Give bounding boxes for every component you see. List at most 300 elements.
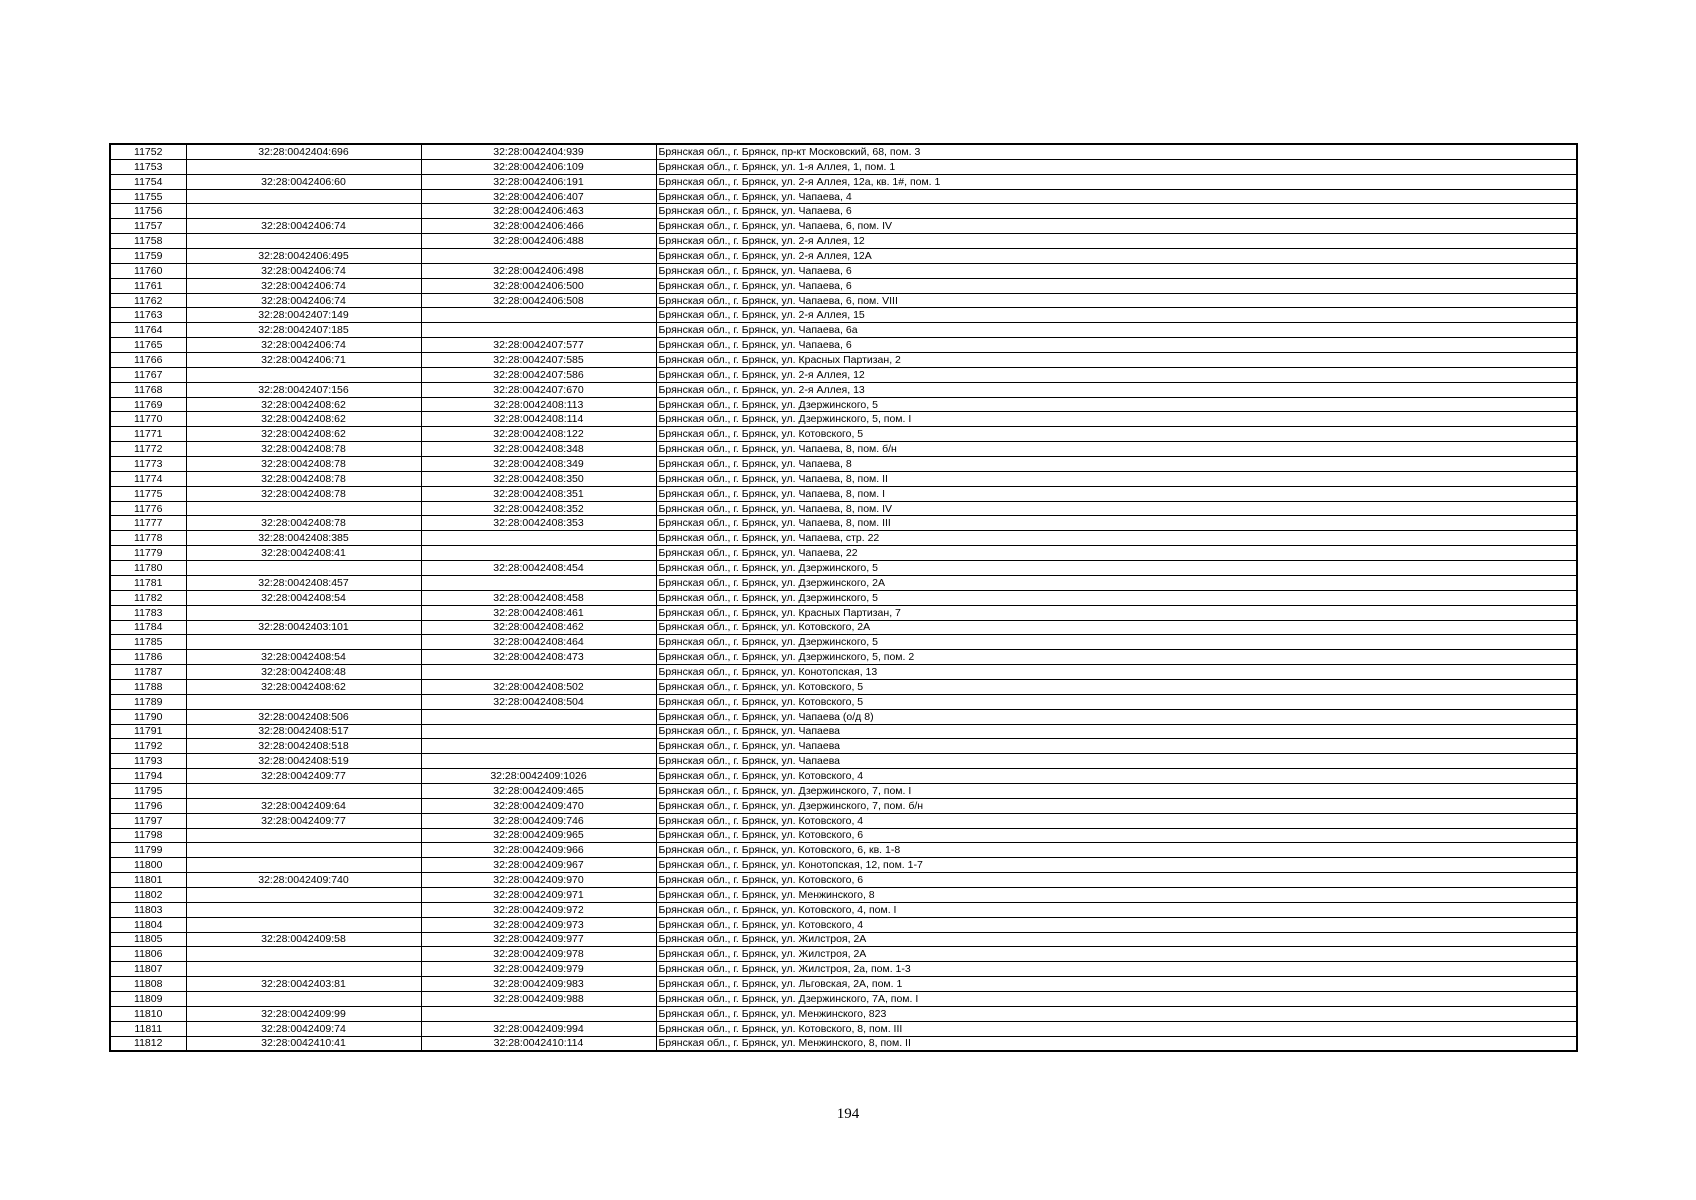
parent-cadastral-cell	[186, 605, 421, 620]
table-row	[110, 561, 1577, 576]
parent-cadastral-cell: 32:28:0042407:149	[186, 308, 421, 323]
address-cell: Брянская обл., г. Брянск, ул. Чапаева	[656, 754, 1577, 769]
row-number-cell: 11770	[110, 412, 186, 427]
parent-cadastral-cell: 32:28:0042408:62	[186, 679, 421, 694]
address-cell: Брянская обл., г. Брянск, ул. Конотопская, 12, пом. 1-7	[656, 858, 1577, 873]
address-cell: Брянская обл., г. Брянск, ул. Чапаева, 8, пом. I	[656, 486, 1577, 501]
row-number-cell: 11753	[110, 159, 186, 174]
address-cell: Брянская обл., г. Брянск, ул. 2-я Аллея, 15	[656, 308, 1577, 323]
cadastral-number-cell: 32:28:0042409:988	[421, 991, 656, 1006]
parent-cadastral-cell	[186, 843, 421, 858]
address-cell: Брянская обл., г. Брянск, ул. Котовского, 8, пом. III	[656, 1021, 1577, 1036]
table-row	[110, 501, 1577, 516]
parent-cadastral-cell: 32:28:0042406:74	[186, 293, 421, 308]
cadastral-number-cell: 32:28:0042406:191	[421, 174, 656, 189]
table-row	[110, 665, 1577, 680]
parent-cadastral-cell: 32:28:0042409:99	[186, 1006, 421, 1021]
parent-cadastral-cell: 32:28:0042403:101	[186, 620, 421, 635]
table-row	[110, 1021, 1577, 1036]
address-cell: Брянская обл., г. Брянск, ул. Котовского, 5	[656, 679, 1577, 694]
address-cell: Брянская обл., г. Брянск, ул. 1-я Аллея, 1, пом. 1	[656, 159, 1577, 174]
table-row	[110, 575, 1577, 590]
address-cell: Брянская обл., г. Брянск, ул. Котовского, 4, пом. I	[656, 902, 1577, 917]
address-cell: Брянская обл., г. Брянск, ул. Котовского, 2А	[656, 620, 1577, 635]
row-number-cell: 11765	[110, 338, 186, 353]
parent-cadastral-cell: 32:28:0042406:495	[186, 249, 421, 264]
cadastral-number-cell: 32:28:0042406:463	[421, 204, 656, 219]
parent-cadastral-cell: 32:28:0042408:62	[186, 427, 421, 442]
parent-cadastral-cell: 32:28:0042409:77	[186, 813, 421, 828]
table-row	[110, 457, 1577, 472]
row-number-cell: 11795	[110, 783, 186, 798]
row-number-cell: 11768	[110, 382, 186, 397]
address-cell: Брянская обл., г. Брянск, ул. Дзержинского, 2А	[656, 575, 1577, 590]
table-row	[110, 159, 1577, 174]
address-cell: Брянская обл., г. Брянск, ул. Красных Партизан, 7	[656, 605, 1577, 620]
parent-cadastral-cell	[186, 858, 421, 873]
parent-cadastral-cell: 32:28:0042406:74	[186, 338, 421, 353]
parent-cadastral-cell: 32:28:0042407:185	[186, 323, 421, 338]
parent-cadastral-cell: 32:28:0042406:74	[186, 219, 421, 234]
row-number-cell: 11781	[110, 575, 186, 590]
row-number-cell: 11776	[110, 501, 186, 516]
cadastral-number-cell	[421, 665, 656, 680]
address-cell: Брянская обл., г. Брянск, ул. Менжинского, 823	[656, 1006, 1577, 1021]
cadastral-number-cell	[421, 754, 656, 769]
address-cell: Брянская обл., г. Брянск, ул. Чапаева, 4	[656, 189, 1577, 204]
table-row	[110, 442, 1577, 457]
parent-cadastral-cell: 32:28:0042408:78	[186, 457, 421, 472]
parent-cadastral-cell	[186, 234, 421, 249]
parent-cadastral-cell: 32:28:0042408:62	[186, 412, 421, 427]
address-cell: Брянская обл., г. Брянск, ул. Чапаева, 8, пом. б/н	[656, 442, 1577, 457]
parent-cadastral-cell: 32:28:0042408:54	[186, 650, 421, 665]
parent-cadastral-cell	[186, 828, 421, 843]
table-row	[110, 590, 1577, 605]
table-row	[110, 546, 1577, 561]
table-row	[110, 679, 1577, 694]
parent-cadastral-cell: 32:28:0042408:54	[186, 590, 421, 605]
table-row	[110, 353, 1577, 368]
cadastral-number-cell: 32:28:0042407:670	[421, 382, 656, 397]
cadastral-number-cell: 32:28:0042408:353	[421, 516, 656, 531]
cadastral-number-cell: 32:28:0042406:488	[421, 234, 656, 249]
row-number-cell: 11808	[110, 977, 186, 992]
address-cell: Брянская обл., г. Брянск, ул. Котовского, 4	[656, 769, 1577, 784]
address-cell: Брянская обл., г. Брянск, ул. Чапаева, 6а	[656, 323, 1577, 338]
parent-cadastral-cell: 32:28:0042406:71	[186, 353, 421, 368]
row-number-cell: 11767	[110, 367, 186, 382]
table-row	[110, 783, 1577, 798]
table-row	[110, 412, 1577, 427]
cadastral-number-cell: 32:28:0042408:113	[421, 397, 656, 412]
table-row	[110, 843, 1577, 858]
parent-cadastral-cell: 32:28:0042408:385	[186, 531, 421, 546]
table-row	[110, 486, 1577, 501]
parent-cadastral-cell: 32:28:0042408:78	[186, 516, 421, 531]
parent-cadastral-cell: 32:28:0042408:48	[186, 665, 421, 680]
row-number-cell: 11793	[110, 754, 186, 769]
row-number-cell: 11784	[110, 620, 186, 635]
address-cell: Брянская обл., г. Брянск, ул. Чапаева, 6	[656, 263, 1577, 278]
parent-cadastral-cell	[186, 962, 421, 977]
parent-cadastral-cell: 32:28:0042408:78	[186, 486, 421, 501]
table-row	[110, 531, 1577, 546]
row-number-cell: 11756	[110, 204, 186, 219]
table-row	[110, 144, 1577, 159]
table-row	[110, 1036, 1577, 1051]
parent-cadastral-cell: 32:28:0042409:58	[186, 932, 421, 947]
cadastral-number-cell: 32:28:0042407:586	[421, 367, 656, 382]
row-number-cell: 11778	[110, 531, 186, 546]
address-cell: Брянская обл., г. Брянск, ул. Жилстроя, 2а, пом. 1-3	[656, 962, 1577, 977]
cadastral-number-cell: 32:28:0042408:351	[421, 486, 656, 501]
cadastral-number-cell	[421, 531, 656, 546]
row-number-cell: 11810	[110, 1006, 186, 1021]
address-cell: Брянская обл., г. Брянск, ул. Котовского, 6	[656, 873, 1577, 888]
table-row	[110, 917, 1577, 932]
table-row	[110, 932, 1577, 947]
row-number-cell: 11760	[110, 263, 186, 278]
address-cell: Брянская обл., г. Брянск, ул. Чапаева, 8, пом. IV	[656, 501, 1577, 516]
address-cell: Брянская обл., г. Брянск, ул. Чапаева, 6, пом. IV	[656, 219, 1577, 234]
parent-cadastral-cell: 32:28:0042408:517	[186, 724, 421, 739]
address-cell: Брянская обл., г. Брянск, ул. Чапаева (о/д 8)	[656, 709, 1577, 724]
cadastral-number-cell	[421, 575, 656, 590]
parent-cadastral-cell	[186, 887, 421, 902]
table-row	[110, 204, 1577, 219]
table-row	[110, 397, 1577, 412]
cadastral-number-cell	[421, 739, 656, 754]
table-row	[110, 1006, 1577, 1021]
address-cell: Брянская обл., г. Брянск, ул. Чапаева, 6	[656, 278, 1577, 293]
table-row	[110, 635, 1577, 650]
cadastral-number-cell: 32:28:0042406:508	[421, 293, 656, 308]
row-number-cell: 11754	[110, 174, 186, 189]
cadastral-number-cell: 32:28:0042409:966	[421, 843, 656, 858]
row-number-cell: 11804	[110, 917, 186, 932]
row-number-cell: 11803	[110, 902, 186, 917]
cadastral-number-cell	[421, 323, 656, 338]
cadastral-number-cell: 32:28:0042409:965	[421, 828, 656, 843]
parent-cadastral-cell: 32:28:0042406:74	[186, 278, 421, 293]
parent-cadastral-cell	[186, 635, 421, 650]
parent-cadastral-cell	[186, 189, 421, 204]
table-row	[110, 650, 1577, 665]
cadastral-number-cell: 32:28:0042408:349	[421, 457, 656, 472]
table-row	[110, 709, 1577, 724]
row-number-cell: 11766	[110, 353, 186, 368]
address-cell: Брянская обл., г. Брянск, ул. Чапаева	[656, 724, 1577, 739]
row-number-cell: 11789	[110, 694, 186, 709]
parent-cadastral-cell: 32:28:0042408:457	[186, 575, 421, 590]
cadastral-number-cell	[421, 249, 656, 264]
table-row	[110, 516, 1577, 531]
table-row	[110, 219, 1577, 234]
row-number-cell: 11761	[110, 278, 186, 293]
parent-cadastral-cell	[186, 783, 421, 798]
address-cell: Брянская обл., г. Брянск, ул. Дзержинского, 5	[656, 561, 1577, 576]
cadastral-number-cell: 32:28:0042409:973	[421, 917, 656, 932]
row-number-cell: 11787	[110, 665, 186, 680]
address-cell: Брянская обл., г. Брянск, ул. Дзержинского, 5	[656, 397, 1577, 412]
parent-cadastral-cell: 32:28:0042408:518	[186, 739, 421, 754]
address-cell: Брянская обл., г. Брянск, ул. Жилстроя, 2А	[656, 932, 1577, 947]
cadastral-number-cell: 32:28:0042406:407	[421, 189, 656, 204]
row-number-cell: 11786	[110, 650, 186, 665]
address-cell: Брянская обл., г. Брянск, ул. 2-я Аллея, 12	[656, 367, 1577, 382]
table-row	[110, 338, 1577, 353]
row-number-cell: 11806	[110, 947, 186, 962]
registry-table	[109, 143, 1578, 1052]
address-cell: Брянская обл., г. Брянск, ул. 2-я Аллея, 12А	[656, 249, 1577, 264]
parent-cadastral-cell: 32:28:0042408:41	[186, 546, 421, 561]
address-cell: Брянская обл., г. Брянск, ул. Котовского, 6	[656, 828, 1577, 843]
address-cell: Брянская обл., г. Брянск, ул. Конотопская, 13	[656, 665, 1577, 680]
address-cell: Брянская обл., г. Брянск, ул. Красных Партизан, 2	[656, 353, 1577, 368]
cadastral-number-cell: 32:28:0042409:971	[421, 887, 656, 902]
cadastral-number-cell: 32:28:0042408:473	[421, 650, 656, 665]
address-cell: Брянская обл., г. Брянск, ул. Жилстроя, 2А	[656, 947, 1577, 962]
address-cell: Брянская обл., г. Брянск, ул. 2-я Аллея, 13	[656, 382, 1577, 397]
table-row	[110, 694, 1577, 709]
table-row	[110, 769, 1577, 784]
row-number-cell: 11775	[110, 486, 186, 501]
address-cell: Брянская обл., г. Брянск, ул. Чапаева, 8, пом. II	[656, 471, 1577, 486]
address-cell: Брянская обл., г. Брянск, ул. Чапаева, 8, пом. III	[656, 516, 1577, 531]
cadastral-number-cell: 32:28:0042407:577	[421, 338, 656, 353]
table-row	[110, 323, 1577, 338]
parent-cadastral-cell: 32:28:0042409:740	[186, 873, 421, 888]
row-number-cell: 11752	[110, 144, 186, 159]
address-cell: Брянская обл., г. Брянск, ул. Дзержинского, 5, пом. I	[656, 412, 1577, 427]
cadastral-number-cell: 32:28:0042408:461	[421, 605, 656, 620]
parent-cadastral-cell	[186, 204, 421, 219]
address-cell: Брянская обл., г. Брянск, ул. Дзержинского, 7, пом. б/н	[656, 798, 1577, 813]
cadastral-number-cell: 32:28:0042409:983	[421, 977, 656, 992]
table-row	[110, 605, 1577, 620]
row-number-cell: 11790	[110, 709, 186, 724]
address-cell: Брянская обл., г. Брянск, ул. Дзержинского, 5	[656, 635, 1577, 650]
row-number-cell: 11773	[110, 457, 186, 472]
page-number: 194	[836, 1106, 860, 1122]
parent-cadastral-cell: 32:28:0042406:60	[186, 174, 421, 189]
table-row	[110, 828, 1577, 843]
cadastral-number-cell	[421, 709, 656, 724]
cadastral-number-cell: 32:28:0042408:114	[421, 412, 656, 427]
table-row	[110, 991, 1577, 1006]
row-number-cell: 11796	[110, 798, 186, 813]
row-number-cell: 11805	[110, 932, 186, 947]
address-cell: Брянская обл., г. Брянск, ул. Чапаева, 8	[656, 457, 1577, 472]
address-cell: Брянская обл., г. Брянск, ул. Менжинского, 8	[656, 887, 1577, 902]
row-number-cell: 11812	[110, 1036, 186, 1051]
row-number-cell: 11785	[110, 635, 186, 650]
address-cell: Брянская обл., г. Брянск, ул. Чапаева, 6	[656, 338, 1577, 353]
parent-cadastral-cell: 32:28:0042407:156	[186, 382, 421, 397]
parent-cadastral-cell: 32:28:0042403:81	[186, 977, 421, 992]
cadastral-number-cell: 32:28:0042409:1026	[421, 769, 656, 784]
address-cell: Брянская обл., г. Брянск, ул. Дзержинского, 5	[656, 590, 1577, 605]
row-number-cell: 11755	[110, 189, 186, 204]
row-number-cell: 11769	[110, 397, 186, 412]
row-number-cell: 11794	[110, 769, 186, 784]
row-number-cell: 11763	[110, 308, 186, 323]
table-row	[110, 174, 1577, 189]
parent-cadastral-cell	[186, 159, 421, 174]
address-cell: Брянская обл., г. Брянск, ул. Чапаева, 6, пом. VIII	[656, 293, 1577, 308]
parent-cadastral-cell	[186, 501, 421, 516]
row-number-cell: 11759	[110, 249, 186, 264]
address-cell: Брянская обл., г. Брянск, ул. Чапаева, 22	[656, 546, 1577, 561]
table-row	[110, 754, 1577, 769]
cadastral-number-cell: 32:28:0042409:470	[421, 798, 656, 813]
parent-cadastral-cell: 32:28:0042408:78	[186, 442, 421, 457]
table-row	[110, 887, 1577, 902]
row-number-cell: 11757	[110, 219, 186, 234]
cadastral-number-cell: 32:28:0042408:502	[421, 679, 656, 694]
row-number-cell: 11797	[110, 813, 186, 828]
parent-cadastral-cell: 32:28:0042408:78	[186, 471, 421, 486]
address-cell: Брянская обл., г. Брянск, ул. Чапаева	[656, 739, 1577, 754]
parent-cadastral-cell	[186, 561, 421, 576]
cadastral-number-cell: 32:28:0042409:465	[421, 783, 656, 798]
row-number-cell: 11799	[110, 843, 186, 858]
table-row	[110, 278, 1577, 293]
parent-cadastral-cell: 32:28:0042409:77	[186, 769, 421, 784]
cadastral-number-cell: 32:28:0042408:464	[421, 635, 656, 650]
row-number-cell: 11762	[110, 293, 186, 308]
cadastral-number-cell: 32:28:0042408:504	[421, 694, 656, 709]
cadastral-number-cell: 32:28:0042409:970	[421, 873, 656, 888]
cadastral-number-cell	[421, 546, 656, 561]
table-row	[110, 263, 1577, 278]
row-number-cell: 11783	[110, 605, 186, 620]
row-number-cell: 11764	[110, 323, 186, 338]
row-number-cell: 11809	[110, 991, 186, 1006]
cadastral-number-cell: 32:28:0042408:122	[421, 427, 656, 442]
address-cell: Брянская обл., г. Брянск, ул. 2-я Аллея, 12а, кв. 1#, пом. 1	[656, 174, 1577, 189]
cadastral-number-cell	[421, 724, 656, 739]
address-cell: Брянская обл., г. Брянск, ул. 2-я Аллея, 12	[656, 234, 1577, 249]
cadastral-number-cell: 32:28:0042406:498	[421, 263, 656, 278]
parent-cadastral-cell: 32:28:0042406:74	[186, 263, 421, 278]
address-cell: Брянская обл., г. Брянск, ул. Чапаева, 6	[656, 204, 1577, 219]
parent-cadastral-cell	[186, 917, 421, 932]
address-cell: Брянская обл., г. Брянск, ул. Менжинского, 8, пом. II	[656, 1036, 1577, 1051]
table-row	[110, 724, 1577, 739]
row-number-cell: 11758	[110, 234, 186, 249]
cadastral-number-cell: 32:28:0042410:114	[421, 1036, 656, 1051]
address-cell: Брянская обл., г. Брянск, ул. Чапаева, стр. 22	[656, 531, 1577, 546]
parent-cadastral-cell	[186, 902, 421, 917]
parent-cadastral-cell: 32:28:0042408:62	[186, 397, 421, 412]
address-cell: Брянская обл., г. Брянск, ул. Котовского, 4	[656, 917, 1577, 932]
cadastral-number-cell: 32:28:0042409:972	[421, 902, 656, 917]
table-row	[110, 293, 1577, 308]
parent-cadastral-cell: 32:28:0042408:506	[186, 709, 421, 724]
address-cell: Брянская обл., г. Брянск, ул. Дзержинского, 5, пом. 2	[656, 650, 1577, 665]
cadastral-number-cell: 32:28:0042408:352	[421, 501, 656, 516]
table-row	[110, 739, 1577, 754]
address-cell: Брянская обл., г. Брянск, ул. Дзержинского, 7, пом. I	[656, 783, 1577, 798]
cadastral-number-cell: 32:28:0042409:967	[421, 858, 656, 873]
row-number-cell: 11792	[110, 739, 186, 754]
row-number-cell: 11774	[110, 471, 186, 486]
address-cell: Брянская обл., г. Брянск, ул. Дзержинского, 7А, пом. I	[656, 991, 1577, 1006]
row-number-cell: 11800	[110, 858, 186, 873]
table-row	[110, 962, 1577, 977]
cadastral-number-cell: 32:28:0042409:994	[421, 1021, 656, 1036]
cadastral-number-cell: 32:28:0042408:458	[421, 590, 656, 605]
address-cell: Брянская обл., г. Брянск, ул. Котовского, 5	[656, 694, 1577, 709]
address-cell: Брянская обл., г. Брянск, ул. Котовского, 4	[656, 813, 1577, 828]
table-row	[110, 189, 1577, 204]
cadastral-number-cell	[421, 308, 656, 323]
row-number-cell: 11779	[110, 546, 186, 561]
table-row	[110, 858, 1577, 873]
cadastral-number-cell	[421, 1006, 656, 1021]
table-row	[110, 947, 1577, 962]
row-number-cell: 11791	[110, 724, 186, 739]
cadastral-number-cell: 32:28:0042408:350	[421, 471, 656, 486]
table-row	[110, 471, 1577, 486]
address-cell: Брянская обл., г. Брянск, пр-кт Московский, 68, пом. 3	[656, 144, 1577, 159]
row-number-cell: 11802	[110, 887, 186, 902]
cadastral-number-cell: 32:28:0042409:746	[421, 813, 656, 828]
address-cell: Брянская обл., г. Брянск, ул. Льговская, 2А, пом. 1	[656, 977, 1577, 992]
cadastral-number-cell: 32:28:0042408:348	[421, 442, 656, 457]
row-number-cell: 11788	[110, 679, 186, 694]
table-row	[110, 427, 1577, 442]
table-row	[110, 798, 1577, 813]
parent-cadastral-cell	[186, 991, 421, 1006]
cadastral-number-cell: 32:28:0042409:979	[421, 962, 656, 977]
parent-cadastral-cell: 32:28:0042409:74	[186, 1021, 421, 1036]
row-number-cell: 11772	[110, 442, 186, 457]
table-row	[110, 902, 1577, 917]
table-row	[110, 382, 1577, 397]
table-row	[110, 367, 1577, 382]
address-cell: Брянская обл., г. Брянск, ул. Котовского, 6, кв. 1-8	[656, 843, 1577, 858]
table-row	[110, 873, 1577, 888]
table-row	[110, 234, 1577, 249]
parent-cadastral-cell: 32:28:0042409:64	[186, 798, 421, 813]
parent-cadastral-cell	[186, 367, 421, 382]
table-row	[110, 249, 1577, 264]
cadastral-number-cell: 32:28:0042406:500	[421, 278, 656, 293]
table-row	[110, 620, 1577, 635]
row-number-cell: 11807	[110, 962, 186, 977]
parent-cadastral-cell: 32:28:0042410:41	[186, 1036, 421, 1051]
cadastral-number-cell: 32:28:0042408:454	[421, 561, 656, 576]
cadastral-number-cell: 32:28:0042406:466	[421, 219, 656, 234]
cadastral-number-cell: 32:28:0042404:939	[421, 144, 656, 159]
row-number-cell: 11782	[110, 590, 186, 605]
cadastral-number-cell: 32:28:0042409:978	[421, 947, 656, 962]
table-row	[110, 977, 1577, 992]
parent-cadastral-cell: 32:28:0042404:696	[186, 144, 421, 159]
address-cell: Брянская обл., г. Брянск, ул. Котовского, 5	[656, 427, 1577, 442]
cadastral-number-cell: 32:28:0042407:585	[421, 353, 656, 368]
cadastral-number-cell: 32:28:0042406:109	[421, 159, 656, 174]
registry-table-body	[110, 144, 1577, 1051]
row-number-cell: 11771	[110, 427, 186, 442]
row-number-cell: 11801	[110, 873, 186, 888]
table-row	[110, 308, 1577, 323]
row-number-cell: 11798	[110, 828, 186, 843]
parent-cadastral-cell	[186, 694, 421, 709]
